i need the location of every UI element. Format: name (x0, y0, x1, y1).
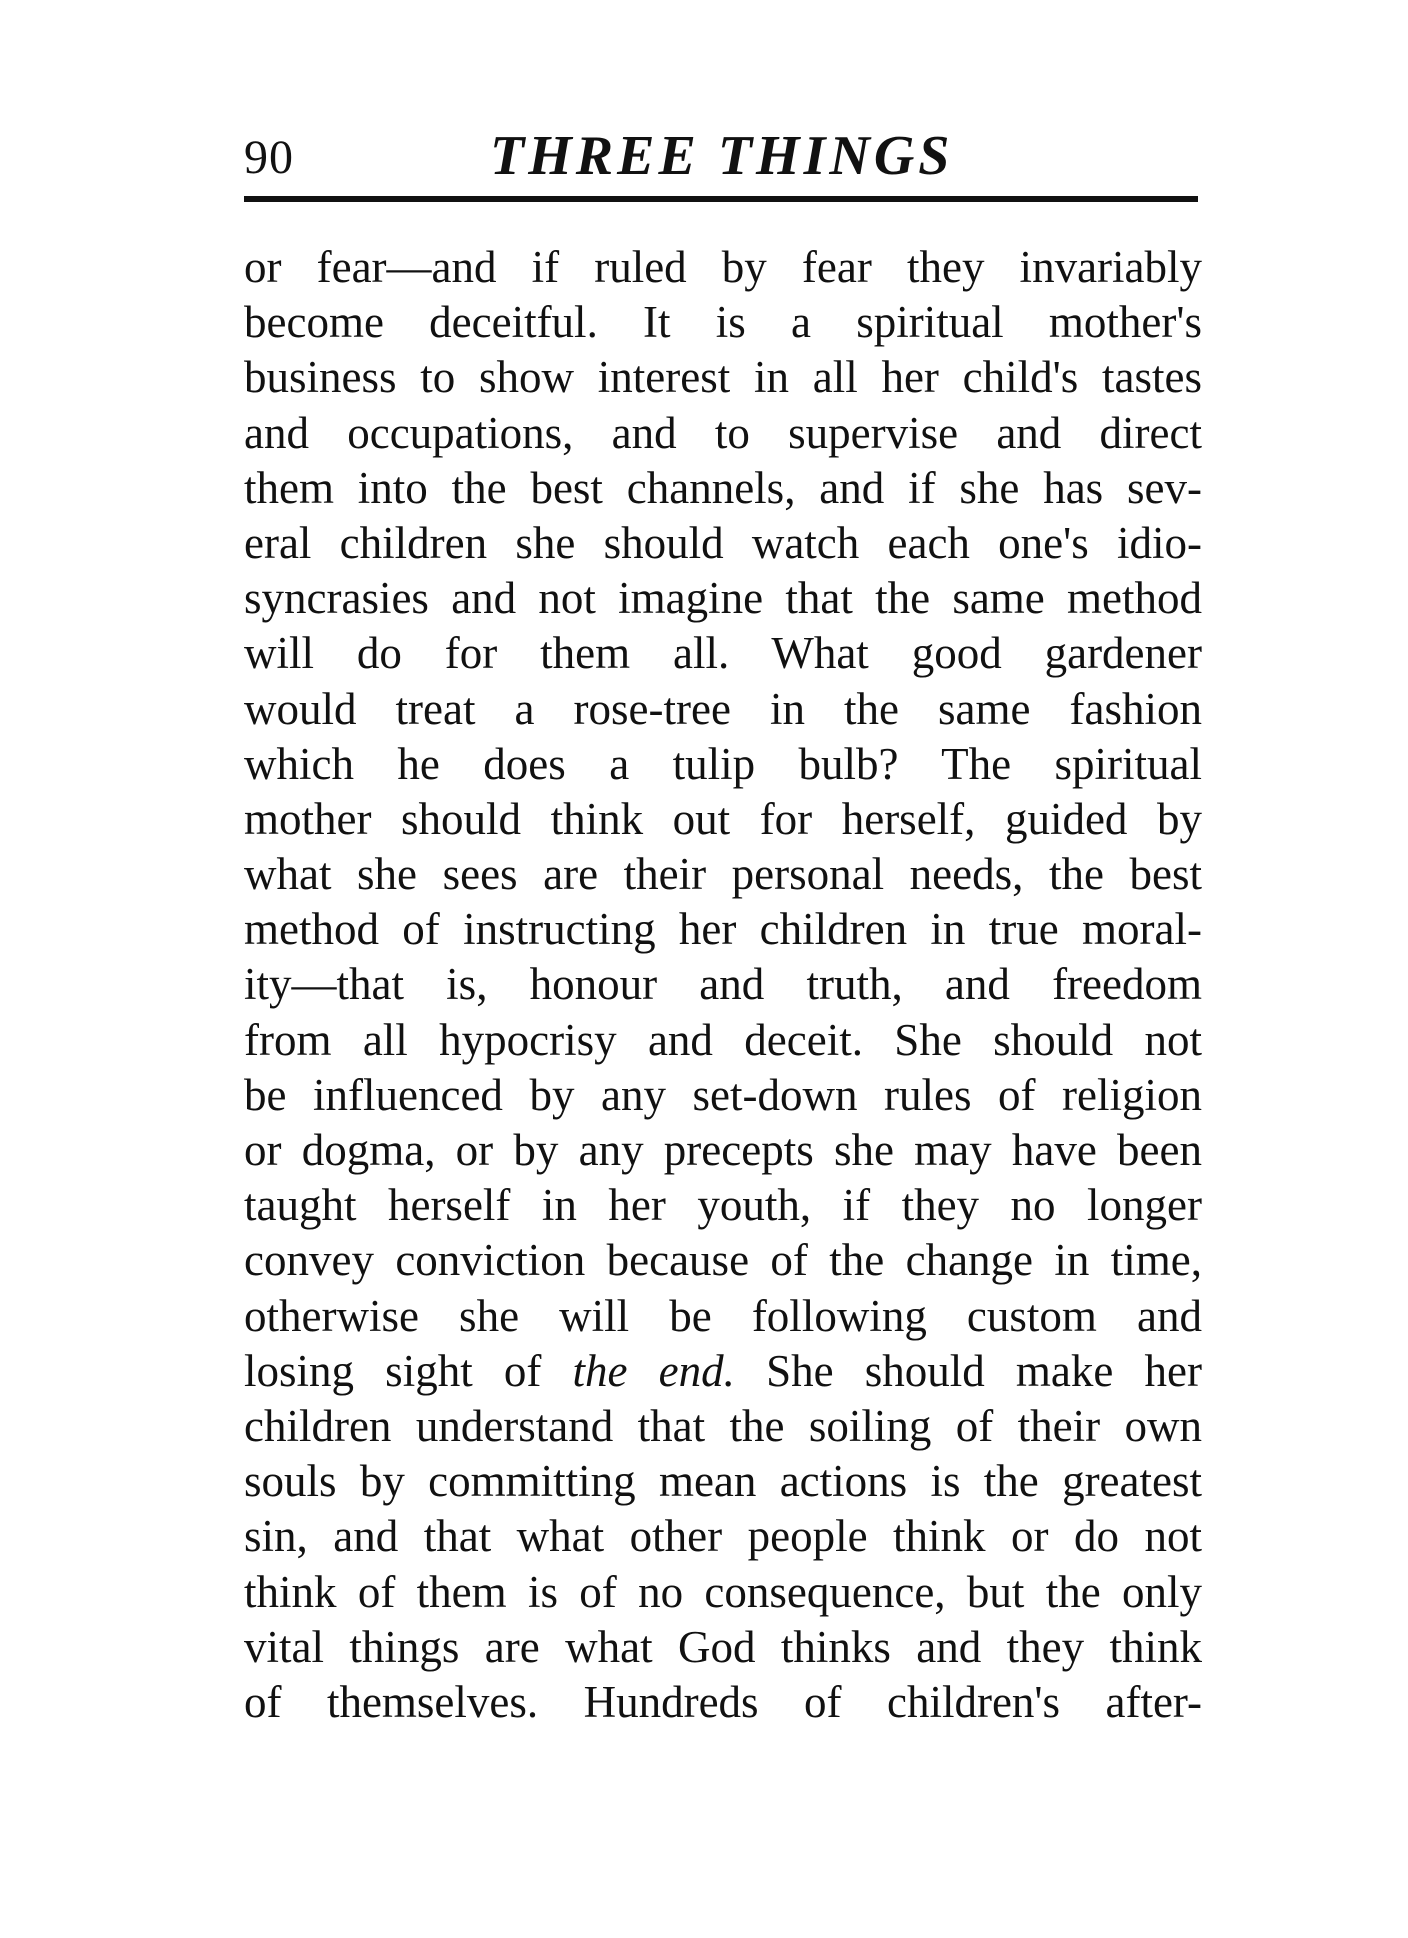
text-line: what she sees are their personal needs, the best (244, 849, 1202, 900)
text-line: will do for them all. What good gardener (244, 628, 1202, 679)
text-line: syncrasies and not imagine that the same method (244, 573, 1202, 624)
text-line: which he does a tulip bulb? The spiritual (244, 738, 1202, 789)
text-line: them into the best channels, and if she has sev- (244, 462, 1202, 513)
text-line: from all hypocrisy and deceit. She should not (244, 1014, 1202, 1065)
text-line-with-emphasis (244, 1344, 1202, 1399)
line-part-before: losing sight of (244, 1345, 573, 1396)
text-line: taught herself in her youth, if they no longer (244, 1180, 1202, 1231)
text-line: business to show interest in all her child's tastes (244, 352, 1202, 403)
header-rule (244, 196, 1198, 202)
text-line: souls by committing mean actions is the greatest (244, 1456, 1202, 1507)
page-number: 90 (244, 131, 294, 184)
text-line: method of instructing her children in true moral- (244, 904, 1202, 955)
text-line: children understand that the soiling of their own (244, 1400, 1202, 1451)
text-line: mother should think out for herself, guided by (244, 793, 1202, 844)
running-title: THREE THINGS (490, 125, 954, 187)
text-line: would treat a rose-tree in the same fashion (244, 683, 1202, 734)
text-line: otherwise she will be following custom and (244, 1290, 1202, 1341)
text-line: become deceitful. It is a spiritual mother's (244, 297, 1202, 348)
line-part-after: She should make her (734, 1345, 1202, 1396)
text-line: or fear—and if ruled by fear they invariably (244, 242, 1202, 292)
text-line: of themselves. Hundreds of children's after- (244, 1676, 1202, 1727)
emphasis-text: the end. (572, 1345, 735, 1396)
text-line: think of them is of no consequence, but the only (244, 1566, 1202, 1617)
text-line: or dogma, or by any precepts she may have been (244, 1125, 1202, 1175)
text-line: and occupations, and to supervise and direct (244, 407, 1202, 458)
text-line: eral children she should watch each one's idio- (244, 517, 1202, 568)
text-line: be influenced by any set-down rules of religion (244, 1069, 1202, 1120)
body-text (244, 240, 1202, 1730)
text-line: vital things are what God thinks and they think (244, 1621, 1202, 1672)
running-head (244, 122, 1198, 192)
text-line: convey conviction because of the change in time, (244, 1235, 1202, 1286)
text-line: ity—that is, honour and truth, and freedom (244, 959, 1202, 1010)
text-line: sin, and that what other people think or do not (244, 1511, 1202, 1562)
